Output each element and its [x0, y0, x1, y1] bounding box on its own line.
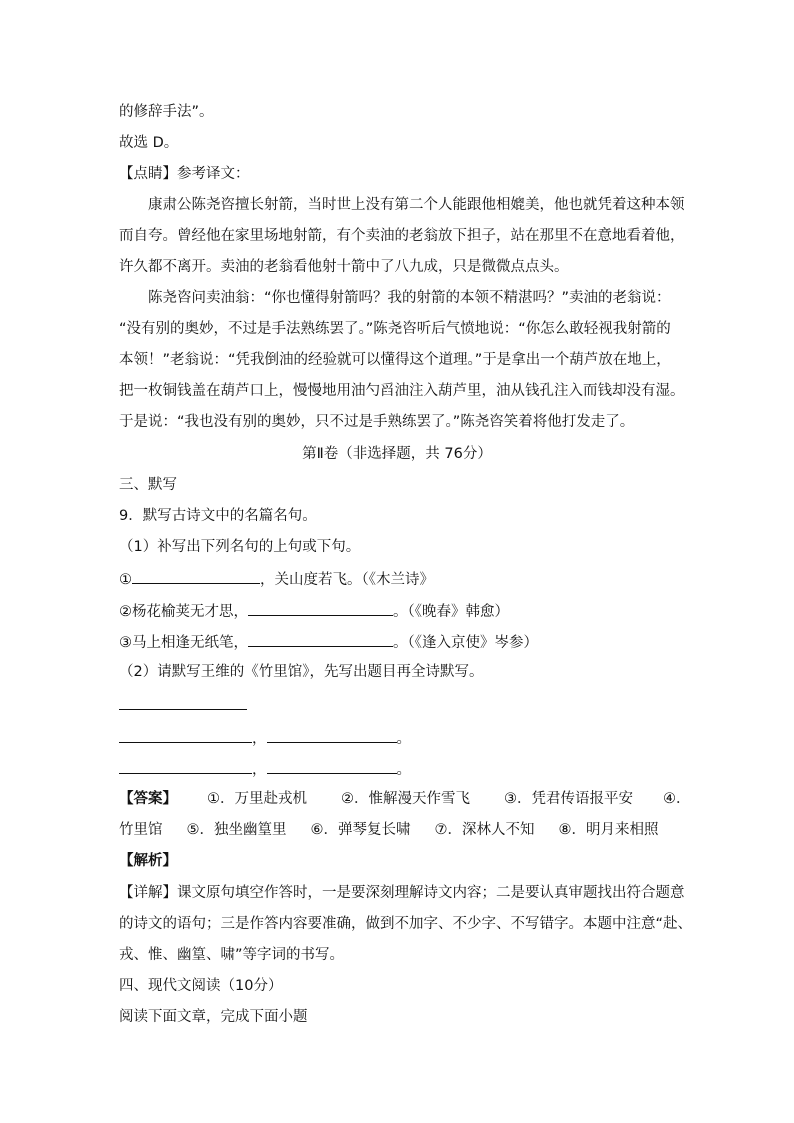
item-marker: ① — [119, 572, 132, 588]
section-heading: 三、默写 — [119, 477, 177, 493]
answer-line — [119, 789, 691, 809]
answer-blank[interactable] — [132, 568, 260, 584]
translation-line: “没有别的奥妙，不过是手法熟练罢了。”陈尧咨听后气愤地说：“你怎么敢轻视我射箭的 — [119, 321, 671, 337]
answer-line — [119, 820, 659, 840]
instruction-line: 阅读下面文章，完成下面小题 — [119, 1009, 308, 1025]
answer-item: ③．凭君传语报平安 — [504, 791, 633, 807]
answer-item: ⑧．明月来相照 — [558, 822, 659, 838]
translation-line: 于是说：“我也没有别的奥妙，只不过是手熟练罢了。”陈尧咨笑着将他打发走了。 — [119, 414, 635, 430]
answer-item: ⑦．深林人不知 — [434, 822, 535, 838]
period: 。 — [396, 731, 411, 747]
answer-blank[interactable] — [267, 727, 397, 743]
answer-item: ②．惟解漫天作雪飞 — [341, 791, 470, 807]
answer-item: ①．万里赴戎机 — [207, 791, 307, 807]
fill-blank-line — [119, 568, 434, 590]
text-line: 的修辞手法”。 — [119, 104, 214, 120]
title-blank[interactable] — [119, 694, 247, 710]
translation-line: 康肃公陈尧咨擅长射箭，当时世上没有第二个人能跟他相媲美，他也就凭着这种本领 — [148, 197, 685, 213]
translation-line: 本领！”老翁说：“凭我倒油的经验就可以懂得这个道理。”于是拿出一个葫芦放在地上， — [119, 352, 671, 368]
answer-blank[interactable] — [119, 758, 252, 774]
translation-line: 把一枚铜钱盖在葫芦口上，慢慢地用油勺舀油注入葫芦里，油从钱孔注入而钱却没有湿。 — [119, 383, 685, 399]
question-stem: 9．默写古诗文中的名篇名句。 — [119, 508, 317, 524]
blank-suffix: 。（《逢入京使》岑参） — [393, 635, 538, 651]
period: 。 — [396, 762, 411, 778]
translation-line: 许久都不离开。卖油的老翁看他射十箭中了八九成，只是微微点点头。 — [119, 259, 569, 275]
sub-question: （2）请默写王维的《竹里馆》，先写出题目再全诗默写。 — [119, 664, 484, 680]
answer-blank[interactable] — [248, 631, 393, 647]
blank-suffix: 。（《晚春》韩愈） — [393, 604, 509, 620]
answer-item: 竹里馆 — [119, 822, 163, 838]
blank-prefix: ③马上相逢无纸笔， — [119, 635, 248, 651]
analysis-label: 【解析】 — [119, 853, 177, 869]
blank-suffix: ，关山度若飞。（《木兰诗》 — [260, 572, 434, 588]
fill-blank-line — [119, 600, 509, 622]
translation-line: 而自夸。曾经他在家里场地射箭，有个卖油的老翁放下担子，站在那里不在意地看着他， — [119, 228, 685, 244]
analysis-line: 【详解】课文原句填空作答时，一是要深刻理解诗文内容；二是要认真审题找出符合题意 — [119, 885, 685, 901]
fill-blank-line — [119, 727, 411, 749]
sub-question: （1）补写出下列名句的上句或下句。 — [119, 539, 361, 555]
fill-blank-line — [119, 694, 247, 716]
answer-blank[interactable] — [267, 758, 397, 774]
comma: ， — [252, 731, 267, 747]
section-heading: 四、现代文阅读（10分） — [119, 978, 283, 994]
fill-blank-line — [119, 758, 411, 780]
answer-item: ⑤．独坐幽篁里 — [186, 822, 287, 838]
fill-blank-line — [119, 631, 538, 653]
answer-item: ④． — [663, 791, 691, 807]
translation-line: 陈尧咨问卖油翁：“你也懂得射箭吗？我的射箭的本领不精湛吗？”卖油的老翁说： — [148, 290, 671, 306]
answer-blank[interactable] — [119, 727, 252, 743]
analysis-line: 戎、惟、幽篁、啸”等字词的书写。 — [119, 947, 345, 963]
comma: ， — [252, 762, 267, 778]
text-line: 故选 D。 — [119, 135, 179, 151]
answer-label: 【答案】 — [119, 791, 177, 807]
answer-item: ⑥．弹琴复长啸 — [310, 822, 411, 838]
volume-title: 第Ⅱ卷（非选择题，共 76分） — [302, 446, 492, 462]
analysis-line: 的诗文的语句；三是作答内容要准确，做到不加字、不少字、不写错字。本题中注意“赴、 — [119, 916, 693, 932]
answer-blank[interactable] — [248, 600, 393, 616]
section-heading: 【点睛】参考译文： — [119, 166, 250, 182]
blank-prefix: ②杨花榆荚无才思， — [119, 604, 248, 620]
